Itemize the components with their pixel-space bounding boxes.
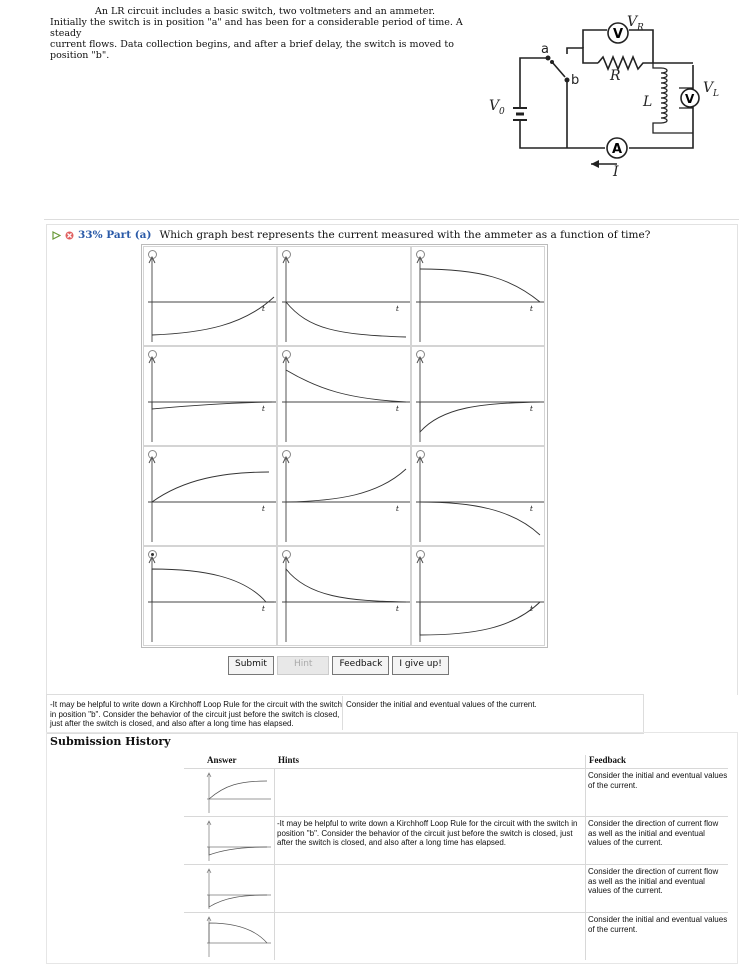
graph-curve (420, 269, 540, 302)
graph-axes (282, 257, 410, 342)
answer-graph-8 (278, 447, 412, 547)
intro-line-2: Initially the switch is in position "a" and has been for a considerable period of time. A steady (50, 17, 463, 39)
graph-curve (152, 297, 274, 335)
answer-choice-3[interactable] (411, 246, 545, 346)
hint-button[interactable]: Hint (277, 656, 330, 675)
part-percent: 33% Part (a) (78, 229, 152, 241)
graph-t-label: t (396, 605, 399, 613)
voltmeter-l-glyph: V (685, 92, 695, 106)
switch-pivot (550, 60, 554, 64)
col-answer-header: Answer (207, 755, 237, 765)
problem-statement (50, 6, 480, 61)
thumbnail-curve (209, 895, 267, 907)
graph-curve (420, 502, 540, 535)
feedback-column-divider (585, 755, 586, 960)
graph-curve (420, 602, 540, 635)
label-vr-sub: R (637, 23, 644, 33)
label-v0-sub: 0 (499, 107, 505, 117)
answer-graph-4 (144, 347, 278, 447)
current-arrow-icon (591, 160, 599, 168)
answer-graph-6 (412, 347, 546, 447)
graph-t-label: t (396, 305, 399, 313)
history-row (184, 816, 728, 817)
answer-choice-2[interactable] (277, 246, 411, 346)
answer-graph-2 (278, 247, 412, 347)
answer-choice-9[interactable] (411, 446, 545, 546)
question-text: Which graph best represents the current measured with the ammeter as a function of time? (159, 229, 651, 241)
graph-t-label: t (262, 505, 265, 513)
voltmeter-r-glyph: V (613, 27, 624, 42)
graph-curve (286, 370, 406, 402)
circuit-diagram (485, 8, 730, 183)
answer-choice-12[interactable] (411, 546, 545, 646)
graph-t-label: t (262, 605, 265, 613)
answer-choice-1[interactable] (143, 246, 277, 346)
graph-axes (148, 457, 276, 542)
answer-choice-7[interactable] (143, 446, 277, 546)
history-answer-thumbnail (205, 819, 275, 863)
graph-axes (148, 357, 276, 442)
answer-choice-grid (141, 244, 548, 648)
graph-t-label: t (396, 505, 399, 513)
answer-graph-1 (144, 247, 278, 347)
label-a: a (541, 42, 549, 57)
graph-axes (416, 257, 544, 342)
give-up-button[interactable]: I give up! (392, 656, 448, 675)
answer-choice-6[interactable] (411, 346, 545, 446)
submission-history-title: Submission History (50, 735, 171, 748)
label-v0: V (489, 98, 500, 114)
expand-triangle-icon[interactable] (52, 231, 61, 240)
graph-axes (282, 357, 410, 442)
graph-axes (282, 457, 410, 542)
thumbnail-axes (207, 821, 271, 861)
answer-graph-9 (412, 447, 546, 547)
feedback-button[interactable]: Feedback (332, 656, 389, 675)
submit-button[interactable]: Submit (228, 656, 274, 675)
hint-text-1: -It may be helpful to write down a Kirchhoff Loop Rule for the circuit with the switch in position "b". Consider the behavior of the circuit just before the switch is closed, just after the switch is closed, and also after a long time has elapsed. (50, 700, 342, 728)
graph-curve (286, 569, 406, 602)
incorrect-x-icon (65, 231, 74, 240)
answer-choice-8[interactable] (277, 446, 411, 546)
button-row (228, 656, 449, 675)
graph-t-label: t (530, 505, 533, 513)
hint-text-2: Consider the initial and eventual values of the current. (346, 700, 537, 709)
question-header (52, 229, 650, 241)
graph-curve (152, 569, 274, 602)
thumbnail-curve (209, 847, 267, 855)
intro-line-1: An LR circuit includes a basic switch, two voltmeters and an ammeter. (94, 6, 436, 17)
switch-contact-b (565, 78, 570, 83)
graph-t-label: t (396, 405, 399, 413)
graph-t-label: t (262, 405, 265, 413)
answer-choice-5[interactable] (277, 346, 411, 446)
answer-graph-11 (278, 547, 412, 647)
history-row (184, 912, 728, 913)
answer-choice-11[interactable] (277, 546, 411, 646)
history-feedback-text: Consider the initial and eventual values of the current. (588, 915, 728, 934)
label-vl-sub: L (713, 89, 719, 99)
answer-graph-10 (144, 547, 278, 647)
history-answer-thumbnail (205, 771, 275, 815)
graph-curve (152, 472, 269, 502)
history-answer-thumbnail (205, 867, 275, 911)
history-feedback-text: Consider the direction of current flow as well as the initial and eventual values of the current. (588, 819, 719, 847)
label-b: b (571, 73, 580, 88)
graph-axes (416, 457, 544, 542)
label-vl: V (703, 80, 714, 96)
thumbnail-curve (209, 923, 267, 943)
label-l: L (643, 94, 653, 110)
graph-axes (282, 557, 410, 642)
graph-axes (148, 557, 276, 642)
graph-t-label: t (530, 605, 533, 613)
history-row (184, 864, 728, 865)
ammeter-glyph: A (612, 142, 623, 157)
graph-axes (416, 557, 544, 642)
graph-axes (148, 257, 276, 342)
graph-t-label: t (530, 405, 533, 413)
col-feedback-header: Feedback (589, 755, 626, 765)
label-vr: V (627, 14, 638, 30)
graph-curve (420, 402, 540, 432)
history-answer-thumbnail (205, 915, 275, 959)
history-feedback-text: Consider the direction of current flow as well as the initial and eventual values of the current. (588, 867, 719, 895)
label-current: I (613, 164, 619, 180)
graph-t-label: t (530, 305, 533, 313)
history-hint-text: -It may be helpful to write down a Kirchhoff Loop Rule for the circuit with the switch in position "b". Consider the behavior of the circuit just before the switch is closed, just after the switch is closed, and also after a long time has elapsed. (277, 819, 578, 847)
history-row (184, 768, 728, 769)
answer-choice-4[interactable] (143, 346, 277, 446)
answer-graph-7 (144, 447, 278, 547)
answer-graph-5 (278, 347, 412, 447)
label-r: R (610, 68, 621, 84)
graph-t-label: t (262, 305, 265, 313)
answer-graph-3 (412, 247, 546, 347)
intro-line-3: current flows. Data collection begins, and after a brief delay, the switch is moved to position "b". (50, 39, 454, 61)
graph-curve (152, 402, 272, 409)
answer-graph-12 (412, 547, 546, 647)
divider (44, 219, 739, 220)
hint-divider (342, 696, 343, 730)
graph-curve (286, 302, 406, 337)
graph-curve (286, 469, 406, 502)
graph-axes (416, 357, 544, 442)
col-hints-header: Hints (278, 755, 300, 765)
thumbnail-curve (209, 781, 267, 799)
answer-choice-10[interactable] (143, 546, 277, 646)
history-feedback-text: Consider the initial and eventual values of the current. (588, 771, 728, 790)
